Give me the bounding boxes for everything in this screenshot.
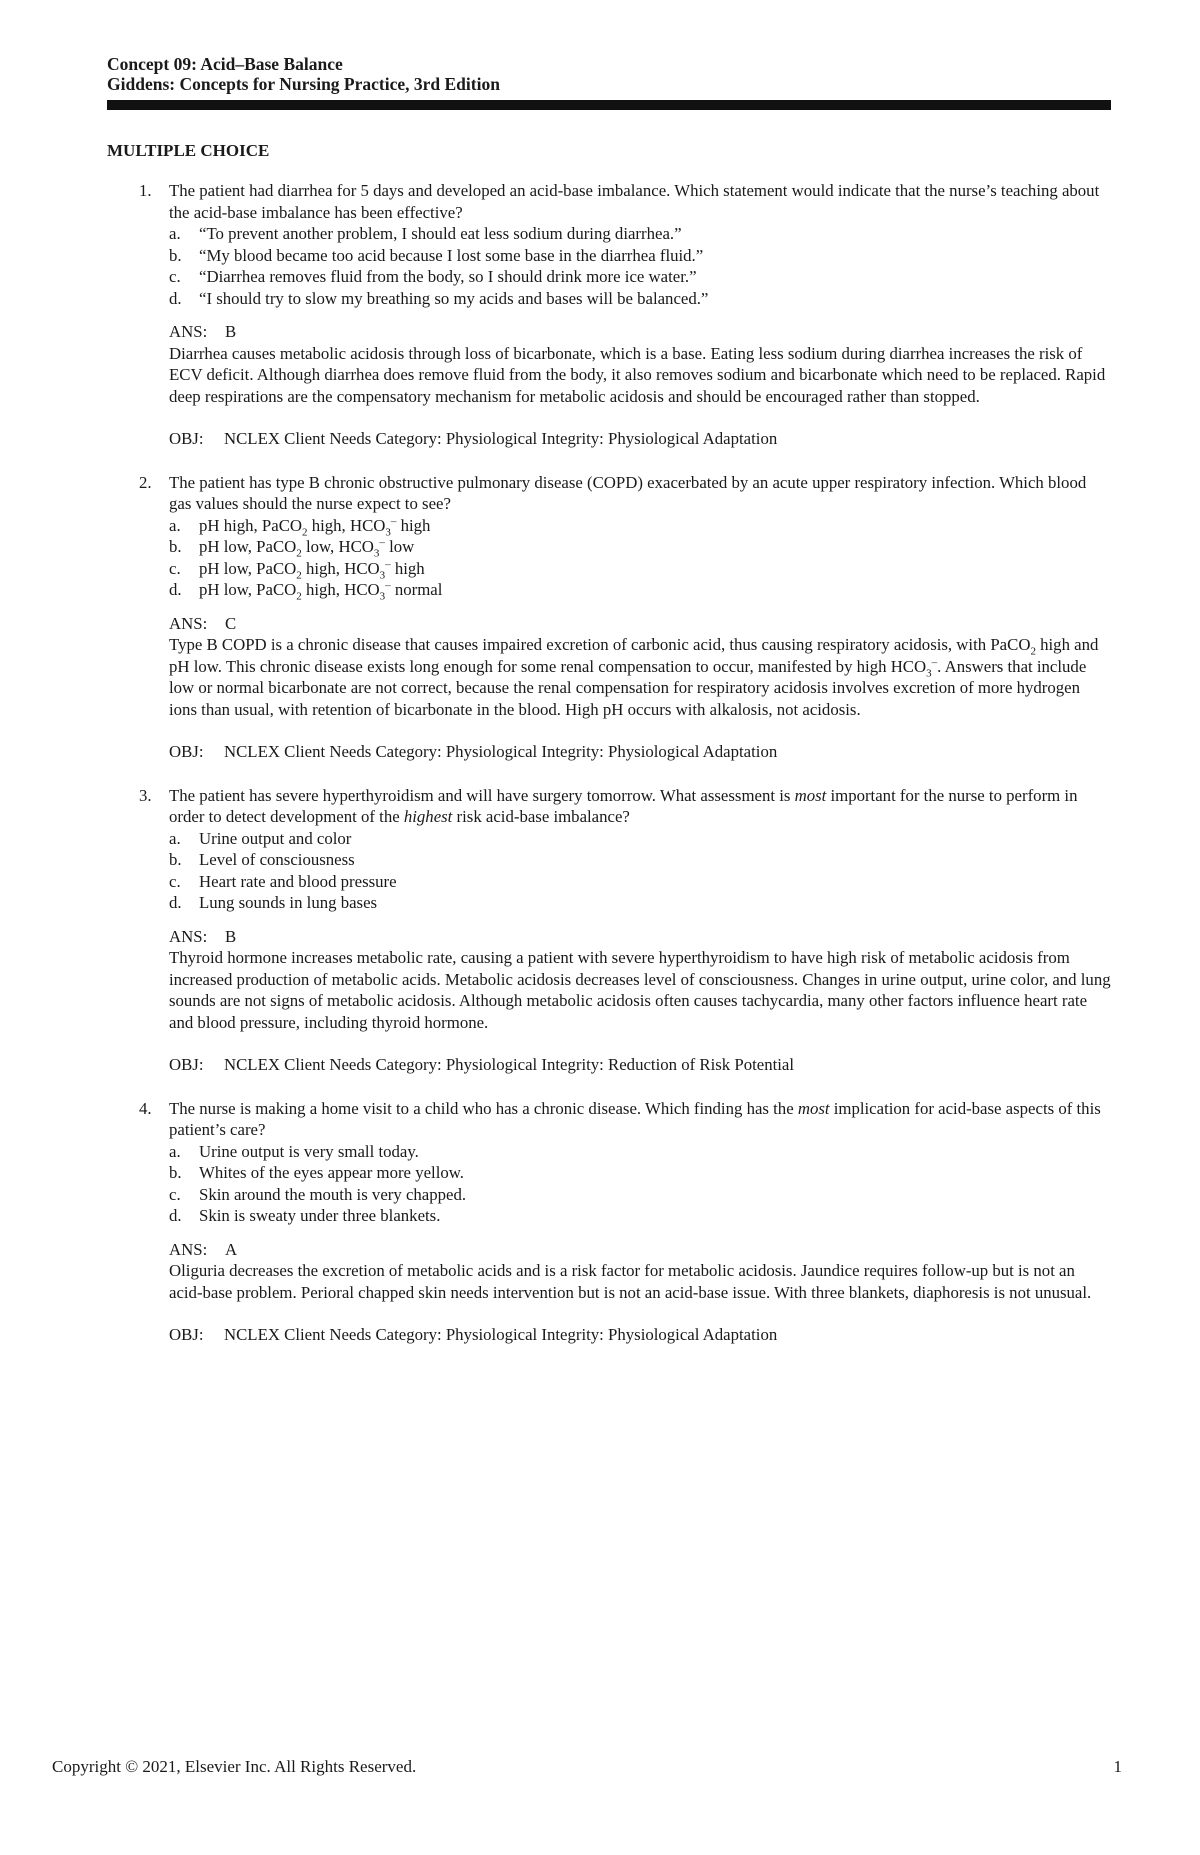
stem-part-1: The nurse is making a home visit to a child who has a chronic disease. Which finding has the	[169, 1098, 798, 1118]
choice-a	[169, 1141, 1111, 1163]
choice-ph: pH low, PaCO	[199, 580, 297, 599]
objective-text: NCLEX Client Needs Category: Physiological Integrity: Physiological Adaptation	[224, 742, 778, 761]
stem-emphasis-most: most	[797, 1098, 830, 1118]
hco3-subscript: 3	[373, 547, 380, 560]
rationale: Oliguria decreases the excretion of metabolic acids and is a risk factor for metabolic acidosis. Jaundice requires follow-up but is not an acid-base problem. Perioral chapped skin needs intervention but is not an acid-base issue. With three blankets, diaphoresis is not unusual.	[169, 1261, 1092, 1302]
choice-letter: d.	[169, 580, 182, 599]
choice-text: “To prevent another problem, I should eat less sodium during diarrhea.”	[199, 224, 682, 243]
objective-line	[169, 428, 1111, 450]
question-number: 3.	[139, 785, 152, 805]
answer-value: C	[225, 613, 237, 633]
stem-emphasis-highest: highest	[403, 807, 453, 826]
choice-letter: a.	[169, 224, 181, 243]
objective-label: OBJ:	[169, 1325, 204, 1344]
choice-letter: b.	[169, 245, 182, 265]
choice-hco3-value: high	[390, 558, 425, 578]
hco3-superscript: –	[379, 536, 385, 549]
question-stem	[169, 785, 1111, 828]
hco3-subscript: 3	[385, 525, 391, 538]
choice-text: “Diarrhea removes fluid from the body, so I should drink more ice water.”	[199, 267, 697, 286]
choice-c	[169, 1184, 1111, 1206]
choice-text: Skin is sweaty under three blankets.	[199, 1206, 441, 1225]
objective-label: OBJ:	[169, 1055, 204, 1074]
co2-subscript: 2	[296, 568, 302, 581]
answer-value: B	[225, 322, 237, 341]
choice-co2: low, HCO	[301, 537, 374, 556]
stem-emphasis-most: most	[794, 785, 827, 805]
choice-a	[169, 223, 1111, 245]
stem-part-1: The patient has severe hyperthyroidism and will have surgery tomorrow. What assessment is	[169, 785, 795, 805]
document-header	[107, 54, 1111, 94]
choice-co2: high, HCO	[301, 580, 380, 599]
choice-c	[169, 266, 1111, 288]
choice-ph: pH low, PaCO	[199, 558, 297, 578]
choice-letter: a.	[169, 1141, 181, 1161]
hco3-subscript: 3	[379, 568, 386, 581]
question-2	[107, 472, 1111, 763]
choice-text: Urine output and color	[199, 828, 352, 848]
choice-d	[169, 1205, 1111, 1227]
choice-text: Lung sounds in lung bases	[199, 893, 378, 912]
choice-text: Heart rate and blood pressure	[199, 871, 397, 891]
page-footer	[52, 1756, 1122, 1778]
objective-text: NCLEX Client Needs Category: Physiological Integrity: Physiological Adaptation	[224, 1325, 778, 1344]
choice-letter: c.	[169, 558, 181, 578]
choice-letter: d.	[169, 893, 182, 912]
stem-part-2: important for the nurse to perform in order to detect development of the	[169, 785, 1078, 826]
choice-list	[169, 828, 1111, 914]
choice-text: Skin around the mouth is very chapped.	[199, 1184, 467, 1204]
question-4	[107, 1098, 1111, 1346]
choice-text: Whites of the eyes appear more yellow.	[199, 1163, 464, 1182]
choice-letter: b.	[169, 1163, 182, 1182]
hco3-superscript: –	[385, 579, 391, 592]
choice-letter: a.	[169, 828, 181, 848]
choice-letter: b.	[169, 850, 182, 869]
question-stem: The patient had diarrhea for 5 days and developed an acid-base imbalance. Which statement would indicate that the nurse’s teaching about the acid-base imbalance has been effective?	[169, 181, 1100, 222]
choice-b	[169, 536, 1111, 558]
choice-hco3-value: normal	[390, 580, 443, 599]
choice-letter: c.	[169, 1184, 181, 1204]
choice-a	[169, 515, 1111, 537]
choice-a	[169, 828, 1111, 850]
choice-b	[169, 849, 1111, 871]
choice-letter: c.	[169, 267, 181, 286]
choice-d	[169, 892, 1111, 914]
answer-line	[169, 926, 1111, 948]
question-number: 1.	[139, 181, 152, 200]
stem-part-2: implication for acid-base aspects of this patient’s care?	[169, 1098, 1101, 1139]
hco3-subscript: 3	[926, 666, 932, 679]
objective-line	[169, 741, 1111, 763]
rationale-part-3: . Answers that include low or normal bicarbonate are not correct, because the renal compensation for respiratory acidosis involves excretion of more hydrogen ions than usual, with retention of bicarbonate in the blood. High pH occurs with alkalosis, not acidosis.	[169, 656, 1087, 719]
choice-co2: high, HCO	[307, 515, 386, 535]
rationale-part-1: Type B COPD is a chronic disease that causes impaired excretion of carbonic acid, thus causing respiratory acidosis, with PaCO	[169, 635, 1031, 654]
answer-line	[169, 321, 1111, 343]
choice-letter: a.	[169, 515, 181, 535]
header-concept-title: Concept 09: Acid–Base Balance	[107, 54, 343, 74]
answer-label: ANS:	[169, 613, 208, 633]
rationale: Diarrhea causes metabolic acidosis through loss of bicarbonate, which is a base. Eating less sodium during diarrhea increases the risk of ECV deficit. Although diarrhea does remove fluid from the body, it also removes sodium and bicarbonate which need to be replaced. Rapid deep respirations are the compensatory mechanism for metabolic acidosis and should be encouraged rather than stopped.	[169, 343, 1106, 406]
co2-subscript: 2	[296, 590, 302, 603]
choice-d	[169, 579, 1111, 601]
hco3-superscript: –	[390, 514, 397, 527]
objective-label: OBJ:	[169, 742, 204, 761]
choice-letter: b.	[169, 537, 182, 556]
choice-letter: d.	[169, 288, 182, 308]
objective-line	[169, 1054, 1111, 1076]
co2-subscript: 2	[296, 547, 302, 560]
page-number: 1	[1113, 1757, 1122, 1776]
question-stem	[169, 1098, 1111, 1141]
choice-text: Urine output is very small today.	[199, 1141, 419, 1161]
objective-text: NCLEX Client Needs Category: Physiological Integrity: Physiological Adaptation	[224, 429, 778, 448]
choice-hco3-value: high	[396, 515, 431, 535]
hco3-superscript: –	[385, 557, 391, 570]
question-stem: The patient has type B chronic obstructive pulmonary disease (COPD) exacerbated by an acute upper respiratory infection. Which blood gas values should the nurse expect to see?	[169, 472, 1087, 513]
section-title: MULTIPLE CHOICE	[107, 141, 270, 160]
rationale-part-2: high and pH low. This chronic disease exists long enough for some renal compensation to occur, manifested by high HCO	[169, 635, 1099, 676]
rationale: Thyroid hormone increases metabolic rate, causing a patient with severe hyperthyroidism to have high risk of metabolic acidosis from increased production of metabolic acids. Metabolic acidosis decreases level of consciousness. Changes in urine output, urine color, and lung sounds are not signs of metabolic acidosis. Although metabolic acidosis often causes tachycardia, many other factors influence heart rate and blood pressure, including thyroid hormone.	[169, 948, 1111, 1032]
choice-hco3-value: low	[384, 537, 415, 556]
question-number: 2.	[139, 472, 152, 492]
question-number: 4.	[139, 1098, 152, 1118]
header-rule	[107, 100, 1111, 110]
rationale	[169, 634, 1111, 720]
choice-text: “My blood became too acid because I lost some base in the diarrhea fluid.”	[199, 245, 704, 265]
objective-line	[169, 1324, 1111, 1346]
question-1	[107, 180, 1111, 450]
stem-part-3: risk acid-base imbalance?	[452, 807, 630, 826]
choice-b	[169, 245, 1111, 267]
hco3-subscript: 3	[379, 590, 386, 603]
answer-label: ANS:	[169, 322, 208, 341]
header-book-title: Giddens: Concepts for Nursing Practice, 3rd Edition	[107, 74, 500, 94]
choice-list	[169, 223, 1111, 309]
objective-label: OBJ:	[169, 429, 204, 448]
answer-value: A	[225, 1239, 238, 1259]
question-list	[107, 180, 1111, 1368]
question-3	[107, 785, 1111, 1076]
choice-ph: pH high, PaCO	[199, 515, 303, 535]
answer-label: ANS:	[169, 1239, 208, 1259]
answer-label: ANS:	[169, 926, 208, 946]
co2-subscript: 2	[302, 525, 308, 538]
choice-letter: c.	[169, 871, 181, 891]
paco2-subscript: 2	[1030, 645, 1036, 658]
choice-text: Level of consciousness	[199, 850, 355, 869]
choice-co2: high, HCO	[301, 558, 380, 578]
hco3-superscript: –	[931, 655, 938, 668]
choice-ph: pH low, PaCO	[199, 537, 297, 556]
answer-value: B	[225, 926, 237, 946]
answer-line	[169, 613, 1111, 635]
objective-text: NCLEX Client Needs Category: Physiological Integrity: Reduction of Risk Potential	[224, 1055, 795, 1074]
choice-list	[169, 515, 1111, 601]
choice-c	[169, 558, 1111, 580]
choice-text: “I should try to slow my breathing so my acids and bases will be balanced.”	[199, 288, 709, 308]
copyright-notice: Copyright © 2021, Elsevier Inc. All Rights Reserved.	[52, 1757, 417, 1776]
answer-line	[169, 1239, 1111, 1261]
choice-letter: d.	[169, 1206, 182, 1225]
choice-b	[169, 1162, 1111, 1184]
choice-c	[169, 871, 1111, 893]
choice-list	[169, 1141, 1111, 1227]
choice-d	[169, 288, 1111, 310]
